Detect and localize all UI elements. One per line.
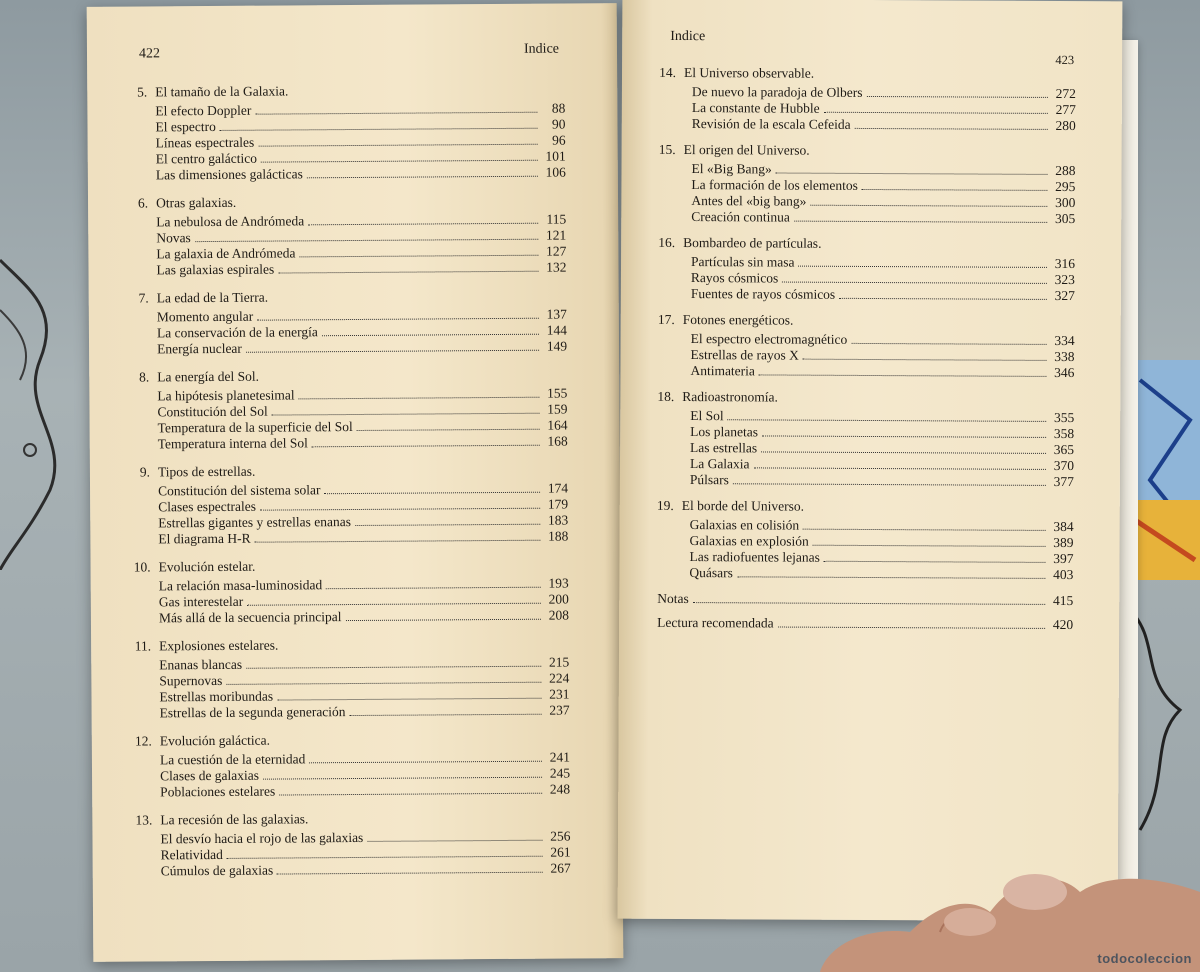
- dot-leader: [350, 713, 542, 716]
- entry-title: La cuestión de la eternidad: [159, 751, 306, 768]
- entry-page-number: 288: [1055, 162, 1076, 179]
- entry-title: El espectro electromagnético: [690, 331, 848, 347]
- dot-leader: [257, 317, 539, 321]
- entry-page-number: 403: [1053, 566, 1074, 583]
- right-page: [618, 0, 1123, 921]
- entry-page-number: 370: [1053, 457, 1075, 474]
- embroidery-left-decoration: [0, 250, 90, 570]
- dot-leader: [220, 127, 538, 131]
- toc-chapter: [646, 65, 1076, 134]
- right-page-number: 423: [1055, 52, 1075, 68]
- entry-page-number: 96: [552, 132, 566, 148]
- dot-leader: [227, 855, 543, 859]
- entry-title: Relatividad: [160, 846, 223, 863]
- entry-page-number: 174: [547, 480, 569, 496]
- entry-title: Temperatura de la superficie del Sol: [157, 419, 353, 436]
- entry-title: Líneas espectrales: [155, 134, 255, 151]
- entry-page-number: 338: [1054, 348, 1075, 365]
- dot-leader: [324, 491, 540, 495]
- dot-leader: [322, 333, 539, 337]
- chapter-number: 19.: [656, 497, 674, 513]
- entry-title: Galaxias en colisión: [689, 517, 800, 533]
- entry-title: La galaxia de Andrómeda: [156, 245, 296, 262]
- back-matter-entry: [643, 591, 1073, 609]
- dot-leader: [255, 539, 541, 543]
- dot-leader: [851, 342, 1046, 345]
- chapter-heading: [118, 193, 566, 212]
- chapter-number: 8.: [139, 369, 150, 385]
- chapter-number: 9.: [139, 464, 150, 480]
- entry-title: La constante de Hubble: [691, 100, 820, 116]
- entry-page-number: 300: [1055, 194, 1076, 211]
- right-toc: [643, 65, 1076, 641]
- dot-leader: [761, 450, 1046, 453]
- dot-leader: [255, 111, 537, 115]
- entry-page-number: 155: [547, 385, 568, 401]
- dot-leader: [308, 222, 538, 226]
- chapter-number: 7.: [138, 290, 149, 306]
- entry-page-number: 256: [550, 828, 571, 844]
- toc-chapter: [645, 235, 1075, 304]
- chapter-number: 13.: [135, 812, 153, 828]
- entry-title: Notas: [657, 590, 689, 607]
- toc-entry: [122, 782, 570, 801]
- entry-page-number: 272: [1055, 85, 1076, 102]
- entry-page-number: 90: [551, 116, 566, 132]
- toc-chapter: [644, 389, 1075, 490]
- entry-title: La formación de los elementos: [691, 177, 858, 193]
- toc-chapter: [121, 557, 569, 627]
- dot-leader: [693, 601, 1046, 605]
- entry-page-number: 334: [1054, 332, 1075, 349]
- entry-page-number: 101: [545, 148, 566, 164]
- chapter-number: 11.: [134, 638, 152, 654]
- toc-entry: [644, 363, 1074, 381]
- chapter-title: Radioastronomía.: [682, 389, 778, 405]
- entry-title: Gas interestelar: [158, 593, 244, 610]
- toc-chapter: [119, 367, 568, 453]
- chapter-title: El borde del Universo.: [681, 498, 805, 514]
- toc-entry: [644, 472, 1074, 490]
- chapter-title: El tamaño de la Galaxia.: [155, 83, 289, 100]
- toc-entry: [121, 608, 569, 627]
- dot-leader: [299, 396, 540, 400]
- entry-title: Clases espectrales: [158, 498, 257, 515]
- toc-chapter: [119, 288, 567, 358]
- entry-page-number: 323: [1054, 271, 1075, 288]
- entry-title: La Galaxia: [689, 456, 750, 472]
- entry-title: Enanas blancas: [159, 656, 243, 673]
- entry-page-number: 164: [547, 417, 568, 433]
- chapter-heading: [645, 312, 1075, 330]
- entry-page-number: 316: [1054, 255, 1076, 272]
- dot-leader: [246, 349, 539, 353]
- entry-title: Púlsars: [689, 472, 729, 488]
- entry-title: Supernovas: [159, 672, 223, 689]
- entry-title: La nebulosa de Andrómeda: [156, 213, 305, 230]
- entry-title: Rayos cósmicos: [690, 270, 779, 286]
- chapter-title: Evolución estelar.: [158, 558, 256, 575]
- entry-page-number: 355: [1053, 409, 1075, 426]
- dot-leader: [733, 482, 1046, 486]
- chapter-number: 12.: [134, 733, 152, 749]
- entry-title: El efecto Doppler: [155, 102, 252, 119]
- entry-page-number: 305: [1054, 210, 1076, 227]
- entry-title: Estrellas moribundas: [159, 688, 274, 705]
- entry-page-number: 137: [546, 306, 567, 322]
- dot-leader: [813, 544, 1046, 547]
- entry-title: Constitución del sistema solar: [158, 482, 321, 499]
- toc-entry: [120, 434, 568, 453]
- entry-title: Las estrellas: [690, 440, 758, 456]
- chapter-title: Evolución galáctica.: [159, 732, 271, 749]
- entry-title: La conservación de la energía: [156, 324, 318, 341]
- chapter-title: La edad de la Tierra.: [156, 289, 269, 306]
- watermark-text: todocoleccion: [1097, 951, 1192, 966]
- entry-page-number: 420: [1052, 616, 1074, 633]
- dot-leader: [782, 281, 1047, 284]
- chapter-title: Tipos de estrellas.: [157, 463, 256, 480]
- dot-leader: [794, 220, 1047, 223]
- chapter-number: 15.: [658, 141, 676, 157]
- dot-leader: [824, 111, 1048, 114]
- dot-leader: [824, 560, 1046, 563]
- dot-leader: [272, 412, 540, 416]
- entry-title: Fuentes de rayos cósmicos: [690, 286, 836, 302]
- chapter-title: La recesión de las galaxias.: [160, 811, 309, 828]
- dot-leader: [346, 618, 541, 621]
- dot-leader: [247, 602, 541, 606]
- entry-page-number: 261: [550, 844, 571, 860]
- dot-leader: [195, 238, 539, 242]
- dot-leader: [803, 358, 1047, 361]
- dot-leader: [754, 466, 1046, 470]
- entry-title: Estrellas de la segunda generación: [159, 704, 346, 721]
- entry-title: Partículas sin masa: [690, 254, 795, 270]
- entry-title: Temperatura interna del Sol: [157, 435, 308, 452]
- entry-page-number: 365: [1053, 441, 1075, 458]
- toc-entry: [643, 565, 1073, 583]
- dot-leader: [278, 270, 538, 274]
- entry-title: Los planetas: [690, 424, 759, 440]
- chapter-number: 6.: [137, 195, 149, 211]
- dot-leader: [839, 297, 1047, 300]
- entry-title: Las radiofuentes lejanas: [689, 549, 820, 565]
- chapter-number: 10.: [133, 559, 151, 575]
- back-matter-entry: [643, 615, 1073, 633]
- dot-leader: [299, 254, 538, 258]
- entry-title: La relación masa-luminosidad: [158, 577, 323, 594]
- entry-title: Las dimensiones galácticas: [155, 166, 303, 183]
- chapter-heading: [644, 498, 1074, 516]
- entry-page-number: 144: [546, 322, 567, 338]
- entry-page-number: 231: [549, 686, 570, 702]
- chapter-heading: [122, 810, 570, 829]
- entry-title: Lectura recomendada: [657, 614, 774, 631]
- entry-page-number: 106: [545, 164, 566, 180]
- toc-entry: [120, 529, 568, 548]
- dot-leader: [728, 418, 1047, 422]
- entry-page-number: 245: [549, 765, 571, 781]
- entry-page-number: 377: [1053, 473, 1074, 490]
- dot-leader: [260, 507, 540, 511]
- entry-page-number: 88: [551, 100, 566, 116]
- left-toc: [117, 82, 571, 892]
- entry-page-number: 346: [1054, 364, 1075, 381]
- dot-leader: [258, 143, 537, 147]
- chapter-heading: [120, 462, 568, 481]
- dot-leader: [355, 523, 540, 526]
- dot-leader: [762, 434, 1046, 437]
- chapter-number: 5.: [137, 84, 148, 100]
- chapter-heading: [121, 557, 569, 576]
- entry-page-number: 384: [1053, 518, 1074, 535]
- dot-leader: [803, 528, 1046, 531]
- entry-title: Constitución del Sol: [157, 403, 268, 420]
- entry-title: Clases de galaxias: [159, 767, 260, 784]
- entry-title: Poblaciones estelares: [160, 783, 276, 800]
- chapter-title: Explosiones estelares.: [159, 637, 279, 654]
- entry-title: Antes del «big bang»: [691, 193, 807, 209]
- dot-leader: [862, 188, 1048, 191]
- chapter-title: Otras galaxias.: [155, 194, 237, 211]
- entry-title: Cúmulos de galaxias: [160, 862, 274, 879]
- toc-chapter: [643, 498, 1073, 583]
- dot-leader: [866, 95, 1047, 98]
- entry-title: El centro galáctico: [155, 150, 257, 167]
- dot-leader: [778, 626, 1045, 629]
- toc-chapter: [645, 142, 1075, 227]
- toc-entry: [122, 703, 570, 722]
- entry-page-number: 241: [549, 749, 570, 765]
- chapter-heading: [119, 367, 567, 386]
- entry-page-number: 159: [547, 401, 568, 417]
- dot-leader: [759, 373, 1047, 377]
- entry-title: Novas: [156, 230, 191, 246]
- entry-page-number: 115: [546, 211, 567, 227]
- entry-title: Estrellas gigantes y estrellas enanas: [158, 514, 352, 531]
- entry-page-number: 208: [548, 607, 569, 623]
- entry-page-number: 248: [549, 781, 571, 797]
- entry-title: El espectro: [155, 118, 216, 135]
- toc-entry: [119, 339, 567, 358]
- entry-page-number: 224: [549, 670, 570, 686]
- entry-title: La hipótesis planetesimal: [157, 387, 295, 404]
- entry-page-number: 179: [547, 496, 569, 512]
- dot-leader: [737, 575, 1046, 579]
- entry-page-number: 127: [546, 243, 567, 259]
- dot-leader: [312, 444, 540, 448]
- chapter-heading: [121, 636, 569, 655]
- entry-page-number: 149: [546, 338, 568, 354]
- dot-leader: [357, 428, 540, 431]
- entry-title: El Sol: [690, 408, 724, 424]
- chapter-heading: [119, 288, 567, 307]
- entry-title: El «Big Bang»: [691, 161, 772, 177]
- left-running-head: Indice: [523, 41, 560, 57]
- entry-title: El desvío hacia el rojo de las galaxias: [160, 829, 364, 847]
- chapter-heading: [644, 389, 1074, 407]
- chapter-heading: [117, 82, 565, 101]
- chapter-title: Fotones energéticos.: [682, 312, 794, 328]
- dot-leader: [855, 127, 1048, 130]
- dot-leader: [277, 697, 541, 701]
- entry-page-number: 277: [1055, 101, 1076, 118]
- entry-page-number: 168: [547, 433, 568, 449]
- toc-chapter: [120, 462, 569, 548]
- entry-page-number: 121: [545, 227, 567, 243]
- entry-page-number: 132: [546, 259, 567, 275]
- dot-leader: [326, 586, 541, 589]
- entry-page-number: 188: [548, 528, 569, 544]
- toc-entry: [645, 209, 1075, 227]
- chapter-title: La energía del Sol.: [157, 368, 260, 385]
- entry-page-number: 183: [547, 512, 569, 528]
- chapter-title: El Universo observable.: [683, 65, 815, 81]
- chapter-heading: [646, 142, 1076, 160]
- entry-title: Las galaxias espirales: [156, 261, 275, 278]
- entry-page-number: 280: [1055, 117, 1076, 134]
- chapter-heading: [646, 65, 1076, 83]
- entry-page-number: 327: [1054, 287, 1075, 304]
- chapter-number: 17.: [657, 311, 675, 327]
- entry-page-number: 193: [548, 575, 569, 591]
- dot-leader: [261, 159, 538, 163]
- toc-chapter: [122, 731, 570, 801]
- toc-entry: [123, 861, 571, 880]
- entry-title: Galaxias en explosión: [689, 533, 809, 549]
- dot-leader: [367, 839, 542, 842]
- chapter-number: 14.: [659, 64, 677, 80]
- chapter-heading: [645, 235, 1075, 253]
- entry-title: Creación continua: [691, 209, 790, 225]
- entry-page-number: 215: [548, 654, 570, 670]
- left-page: [87, 3, 624, 962]
- toc-entry: [646, 116, 1076, 134]
- dot-leader: [279, 792, 542, 796]
- entry-page-number: 200: [548, 591, 569, 607]
- entry-page-number: 237: [549, 702, 570, 718]
- chapter-heading: [122, 731, 570, 750]
- dot-leader: [277, 871, 543, 875]
- right-running-head: Indice: [670, 28, 706, 45]
- chapter-number: 18.: [657, 388, 675, 404]
- dot-leader: [309, 760, 542, 764]
- toc-chapter: [118, 193, 567, 279]
- dot-leader: [226, 681, 541, 685]
- toc-chapter: [117, 82, 566, 184]
- entry-page-number: 295: [1055, 178, 1076, 195]
- back-matter: [643, 591, 1073, 633]
- toc-chapter: [644, 312, 1074, 381]
- dot-leader: [798, 265, 1047, 268]
- entry-title: Antimateria: [690, 363, 755, 379]
- entry-title: Estrellas de rayos X: [690, 347, 799, 363]
- entry-page-number: 267: [550, 860, 571, 876]
- chapter-title: El origen del Universo.: [683, 142, 810, 158]
- dot-leader: [810, 204, 1047, 207]
- entry-title: Energía nuclear: [157, 340, 242, 357]
- entry-page-number: 389: [1053, 534, 1074, 551]
- toc-entry: [645, 286, 1075, 304]
- entry-title: El diagrama H-R: [158, 530, 251, 547]
- dot-leader: [307, 175, 538, 179]
- entry-title: Revisión de la escala Cefeida: [691, 116, 851, 132]
- dot-leader: [776, 172, 1048, 175]
- toc-entry: [118, 165, 566, 184]
- entry-page-number: 415: [1052, 592, 1074, 609]
- embroidery-right-decoration: [1130, 360, 1200, 840]
- dot-leader: [263, 776, 542, 780]
- entry-title: Más allá de la secuencia principal: [158, 609, 342, 626]
- entry-page-number: 358: [1053, 425, 1075, 442]
- chapter-title: Bombardeo de partículas.: [683, 235, 822, 251]
- entry-title: Quásars: [689, 565, 733, 581]
- left-page-number: 422: [138, 46, 161, 62]
- toc-chapter: [121, 636, 570, 722]
- dot-leader: [246, 665, 541, 669]
- toc-chapter: [122, 810, 570, 880]
- entry-page-number: 397: [1053, 550, 1074, 567]
- toc-entry: [118, 260, 566, 279]
- entry-title: Momento angular: [156, 308, 254, 325]
- entry-title: De nuevo la paradoja de Olbers: [691, 84, 863, 100]
- chapter-number: 16.: [658, 234, 676, 250]
